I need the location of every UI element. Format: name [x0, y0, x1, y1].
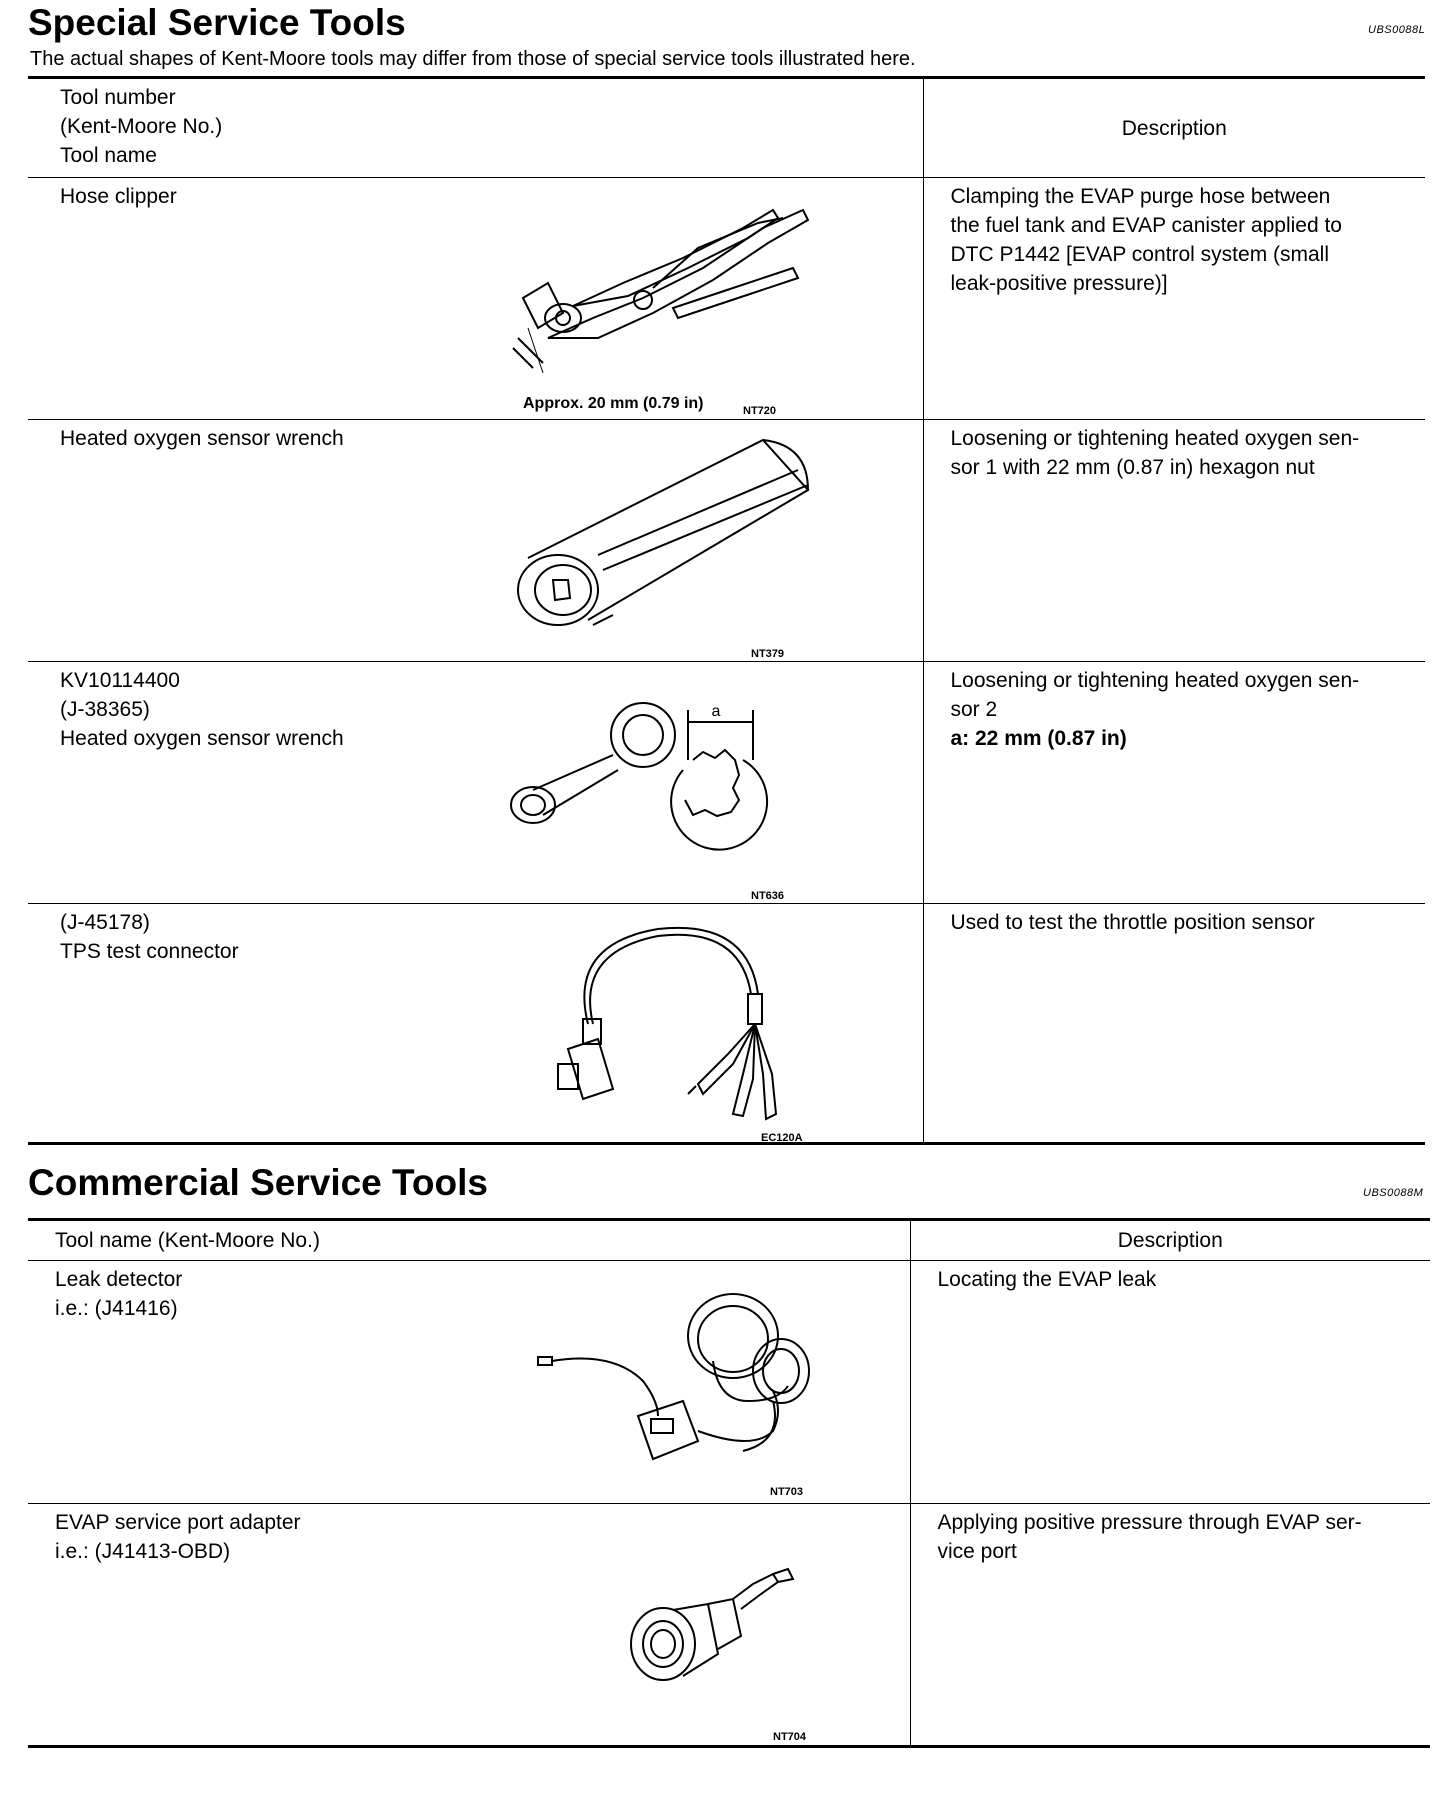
- socket-wrench-figure: [508, 430, 838, 630]
- header-line: (Kent-Moore No.): [60, 115, 223, 138]
- tool-name-cell: [28, 662, 923, 904]
- flare-wrench-figure: [503, 700, 848, 860]
- tool-name: i.e.: (J41416): [55, 1297, 178, 1320]
- special-tools-title: Special Service Tools: [28, 2, 406, 43]
- dimension-label: a: [711, 703, 721, 720]
- desc-line: Clamping the EVAP purge hose between: [950, 185, 1331, 208]
- hose-clipper-caption: Approx. 20 mm (0.79 in): [523, 395, 704, 412]
- desc-line: sor 1 with 22 mm (0.87 in) hexagon nut: [950, 456, 1315, 479]
- desc-line: vice port: [937, 1540, 1017, 1563]
- tool-name: Hose clipper: [60, 185, 177, 208]
- tool-desc-cell: [923, 904, 1425, 1144]
- tool-name: TPS test connector: [60, 940, 239, 963]
- commercial-header-col2: Description: [910, 1220, 1430, 1261]
- desc-line: DTC P1442 [EVAP control system (small: [950, 243, 1330, 266]
- port-adapter-figure: [623, 1564, 803, 1689]
- figure-code: NT636: [751, 890, 785, 902]
- tool-name: (J-38365): [60, 698, 150, 721]
- desc-line: sor 2: [950, 698, 998, 721]
- commercial-header-col1: Tool name (Kent-Moore No.): [28, 1220, 910, 1261]
- tool-name: i.e.: (J41413-OBD): [55, 1540, 231, 1563]
- tool-name: Heated oxygen sensor wrench: [60, 427, 344, 450]
- commercial-tools-code: UBS0088M: [1363, 1187, 1424, 1199]
- desc-line: Loosening or tightening heated oxygen sen-: [950, 427, 1360, 450]
- commercial-tools-table: [28, 1218, 1430, 1748]
- desc-line: the fuel tank and EVAP canister applied to: [950, 214, 1342, 237]
- desc-line: Loosening or tightening heated oxygen sen-: [950, 669, 1360, 692]
- tool-name-cell: [28, 420, 923, 662]
- tool-name: (J-45178): [60, 911, 150, 934]
- tool-name: Leak detector: [55, 1268, 183, 1291]
- figure-code: NT720: [743, 405, 777, 417]
- table-row: [28, 1261, 1430, 1504]
- desc-line: Applying positive pressure through EVAP ser-: [937, 1511, 1362, 1534]
- tool-name-cell: [28, 178, 923, 420]
- special-tools-table: [28, 76, 1425, 1145]
- figure-code: EC120A: [761, 1132, 803, 1144]
- tool-desc-cell: [923, 662, 1425, 904]
- tool-name-cell: [28, 1504, 910, 1747]
- figure-code: NT704: [773, 1731, 807, 1743]
- desc-dimension: a: 22 mm (0.87 in): [950, 727, 1127, 750]
- desc-line: leak-positive pressure)]: [950, 272, 1168, 295]
- commercial-tools-title: Commercial Service Tools: [28, 1162, 488, 1203]
- table-row: [28, 662, 1425, 904]
- special-header-col1: [28, 78, 923, 178]
- tool-name-cell: [28, 1261, 910, 1504]
- tool-name: KV10114400: [60, 669, 180, 692]
- tool-name: EVAP service port adapter: [55, 1511, 301, 1534]
- header-line: Tool number: [60, 86, 176, 109]
- table-row: [28, 420, 1425, 662]
- tool-name: Heated oxygen sensor wrench: [60, 727, 344, 750]
- desc-line: Locating the EVAP leak: [937, 1268, 1157, 1291]
- tool-desc-cell: [910, 1504, 1430, 1747]
- figure-code: NT703: [770, 1486, 804, 1498]
- figure-code: NT379: [751, 648, 785, 660]
- hose-clipper-figure: [503, 188, 853, 388]
- table-row: [28, 904, 1425, 1144]
- special-header-col2: Description: [923, 78, 1425, 178]
- header-line: Tool name: [60, 144, 157, 167]
- table-row: [28, 1504, 1430, 1747]
- tool-desc-cell: [923, 178, 1425, 420]
- special-tools-code: UBS0088L: [1368, 24, 1426, 36]
- table-row: [28, 178, 1425, 420]
- leak-detector-figure: [533, 1291, 883, 1481]
- tool-desc-cell: [923, 420, 1425, 662]
- tps-connector-figure: [548, 914, 808, 1124]
- tool-name-cell: [28, 904, 923, 1144]
- desc-line: Used to test the throttle position sensor: [950, 911, 1315, 934]
- special-tools-intro: The actual shapes of Kent-Moore tools may differ from those of special service tools illustrated here.: [30, 48, 916, 70]
- tool-desc-cell: [910, 1261, 1430, 1504]
